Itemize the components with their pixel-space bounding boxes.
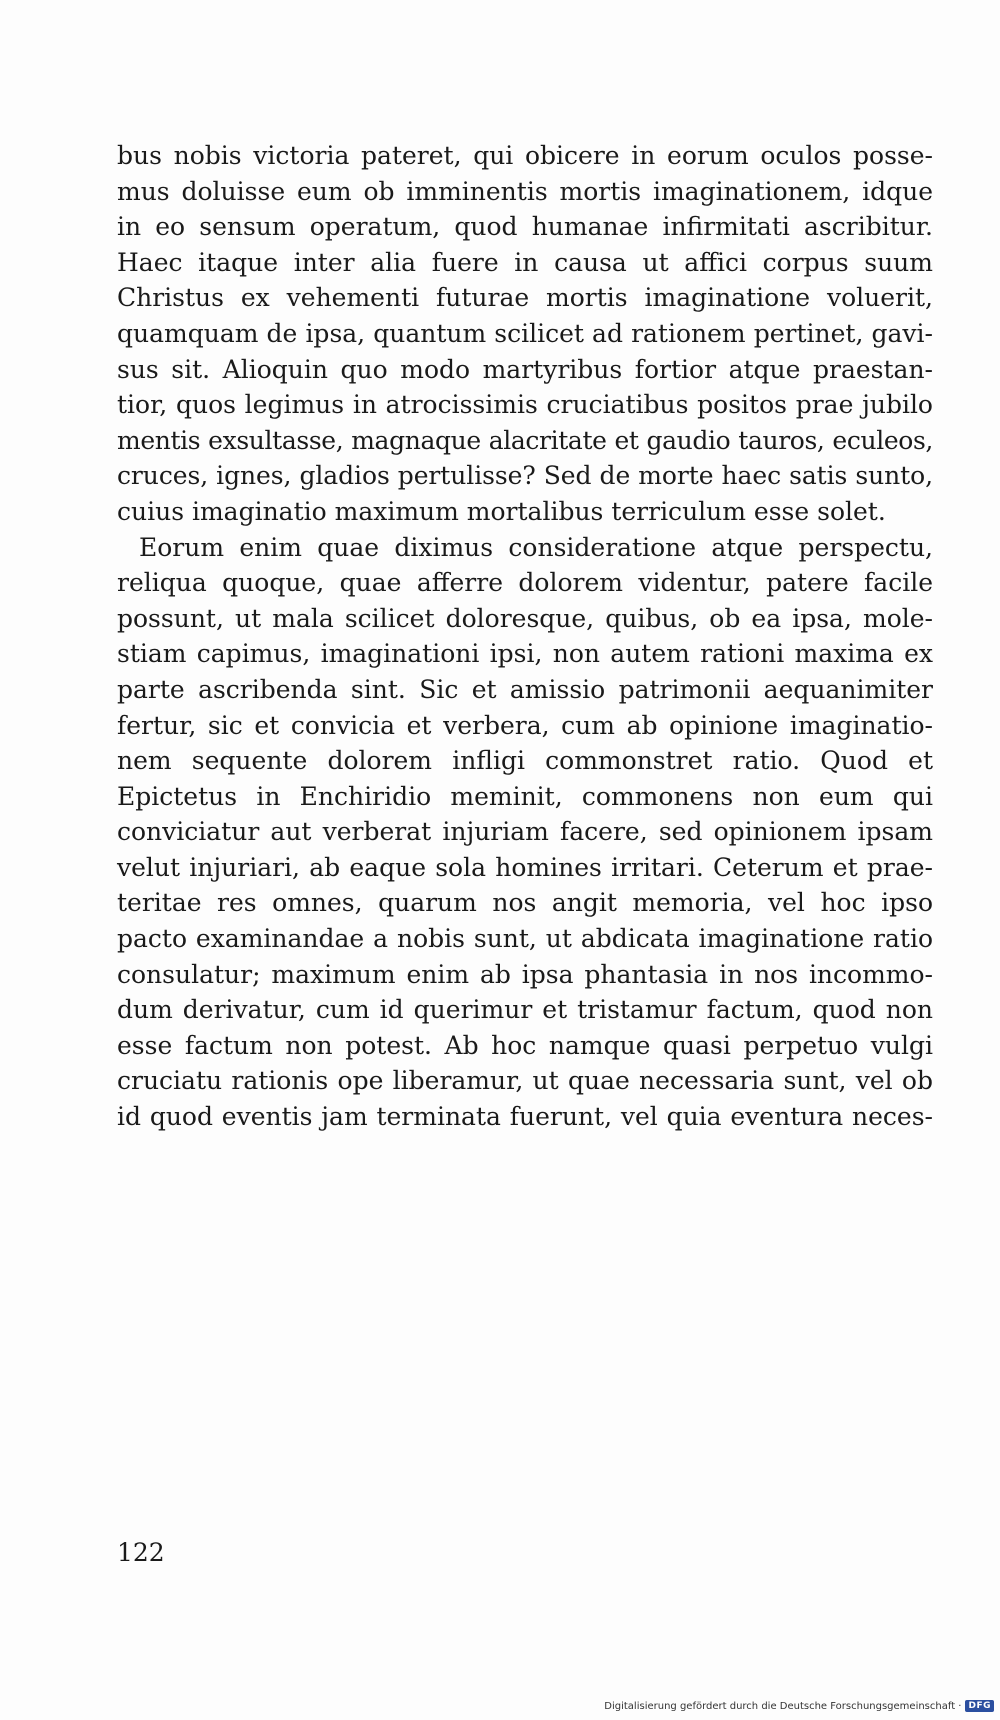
text-line: bus nobis victoria pateret, qui obicere in eorum oculos posse- [117, 141, 933, 170]
text-line: pacto examinandae a nobis sunt, ut abdicata imaginatione ratio [117, 924, 933, 954]
text-line: nem sequente dolorem infligi commonstret ratio. Quod et [117, 746, 933, 776]
text-line: possunt, ut mala scilicet doloresque, quibus, ob ea ipsa, mole- [117, 603, 933, 633]
credit-text: Digitalisierung gefördert durch die Deutsche Forschungsgemeinschaft · [604, 1700, 962, 1712]
text-line: mentis exsultasse, magnaque alacritate et gaudio tauros, eculeos, [117, 425, 933, 455]
text-line: conviciatur aut verberat injuriam facere, sed opinionem ipsam [117, 817, 933, 847]
text-line: quamquam de ipsa, quantum scilicet ad rationem pertinet, gavi- [117, 318, 933, 348]
body-text [117, 138, 933, 1135]
text-line: esse factum non potest. Ab hoc namque quasi perpetuo vulgi [117, 1030, 933, 1060]
text-line: mus doluisse eum ob imminentis mortis imaginationem, idque [117, 176, 933, 206]
digitization-credit [604, 1700, 994, 1712]
text-line: id quod eventis jam terminata fuerunt, vel quia eventura neces- [117, 1102, 933, 1132]
text-line: fertur, sic et convicia et verbera, cum ab opinione imaginatio- [117, 710, 933, 740]
text-line: Christus ex vehementi futurae mortis imaginatione voluerit, [117, 283, 933, 313]
text-line: Haec itaque inter alia fuere in causa ut affici corpus suum [117, 247, 933, 277]
text-line: stiam capimus, imaginationi ipsi, non autem rationi maxima ex [117, 639, 933, 669]
text-line: parte ascribenda sint. Sic et amissio patrimonii aequanimiter [117, 674, 933, 704]
text-line: Epictetus in Enchiridio meminit, commonens non eum qui [117, 781, 933, 811]
text-line: cruces, ignes, gladios pertulisse? Sed de morte haec satis sunto, [117, 461, 933, 491]
text-line: Eorum enim quae diximus consideratione atque perspectu, [139, 532, 933, 562]
text-line: teritae res omnes, quarum nos angit memoria, vel hoc ipso [117, 888, 933, 918]
text-line: in eo sensum operatum, quod humanae infirmitati ascribitur. [117, 212, 933, 242]
text-line: sus sit. Alioquin quo modo martyribus fortior atque praestan- [117, 354, 933, 384]
text-line: cuius imaginatio maximum mortalibus terriculum esse solet. [117, 496, 886, 526]
text-line: dum derivatur, cum id querimur et tristamur factum, quod non [117, 995, 933, 1025]
text-line: reliqua quoque, quae afferre dolorem videntur, patere facile [117, 568, 933, 598]
text-line: tior, quos legimus in atrocissimis cruciatibus positos prae jubilo [117, 390, 933, 420]
page-number: 122 [117, 1538, 165, 1567]
text-line: velut injuriari, ab eaque sola homines irritari. Ceterum et prae- [117, 852, 933, 882]
text-line: consulatur; maximum enim ab ipsa phantasia in nos incommo- [117, 959, 933, 989]
dfg-logo-icon: DFG [965, 1700, 994, 1712]
text-line: cruciatu rationis ope liberamur, ut quae necessaria sunt, vel ob [117, 1066, 933, 1096]
